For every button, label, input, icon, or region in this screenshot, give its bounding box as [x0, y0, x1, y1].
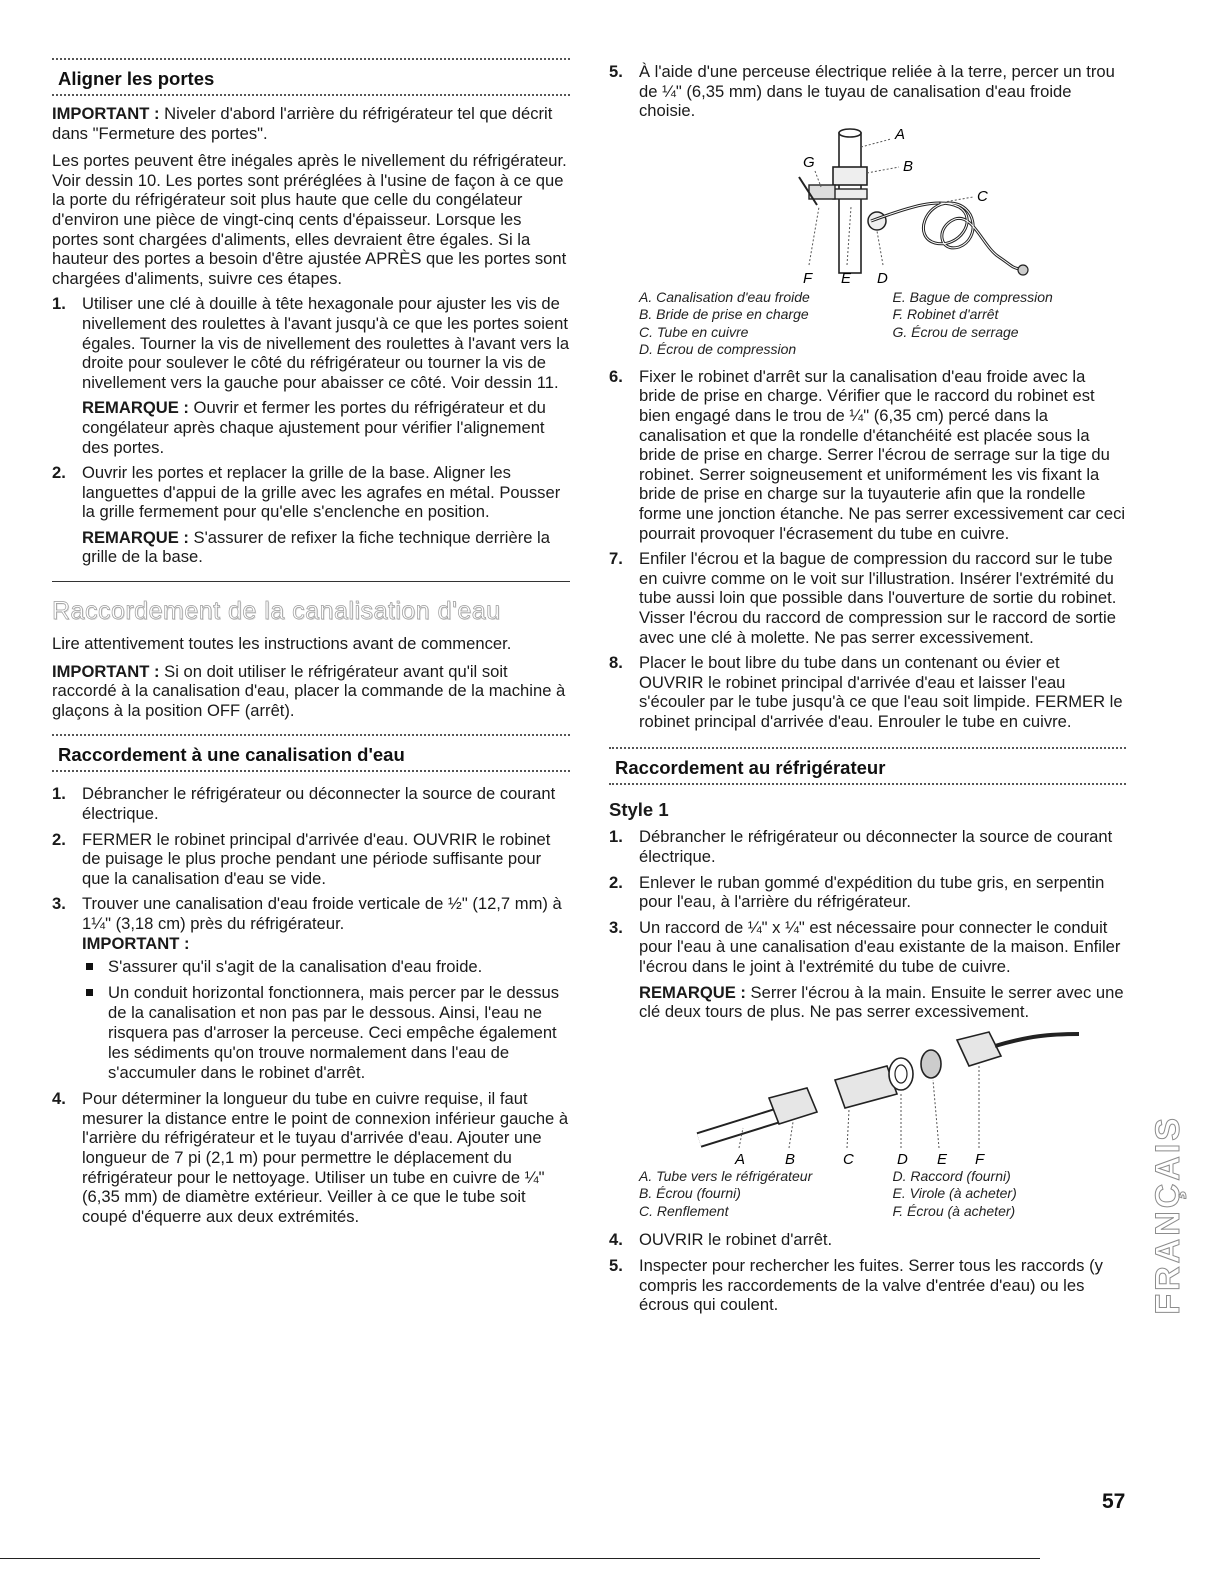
- fitting-illustration: [639, 1028, 1099, 1168]
- fridge-steps: [609, 827, 1126, 1021]
- left-column: [52, 58, 570, 1232]
- canal-steps: [52, 784, 570, 1226]
- list-item: 2. Enlever le ruban gommé d'expédition du tube gris, en serpentin pour l'eau, à l'arrière du réfrigérateur.: [609, 872, 1105, 912]
- footer-rule: [0, 1558, 1040, 1559]
- section-heading-canalisation: Raccordement à une canalisation d'eau: [58, 744, 405, 766]
- figure-shutoff-valve: [639, 127, 1126, 359]
- nut-shape: [769, 1088, 817, 1124]
- paragraph: Les portes peuvent être inégales après le nivellement du réfrigérateur. Voir dessin 10. Les portes sont préréglées à l'usine de façon à ce que la porte du réfrigérateur soit plus haute que celle du congélateur d'environ une pièce de vingt-cinq cents d'épaisseur. Lorsque les portes sont chargées d'aliments, elles devraient être égales. Si la hauteur des portes a besoin d'être ajustée APRÈS que les portes sont chargées d'aliments, suivre ces étapes.: [52, 151, 567, 288]
- shutoff-valve-illustration: [639, 127, 1119, 287]
- list-item: 7. Enfiler l'écrou et la bague de compression du raccord sur le tube en cuivre comme on le voit sur l'illustration. Insérer l'extrémité du tube aussi loin que possible dans l'ouverture de sortie du robinet. Visser l'écrou du raccord de compression sur le raccord de sortie avec une clé à molette. Ne pas serrer excessivement.: [609, 549, 1117, 647]
- label-b: B: [785, 1150, 796, 1168]
- language-tab-label: FRANÇAIS: [1148, 1115, 1187, 1315]
- bullet-square-icon: [86, 963, 93, 970]
- style-heading: Style 1: [609, 799, 669, 821]
- list-item: 5. À l'aide d'une perceuse électrique reliée à la terre, percer un trou de ¼" (6,35 mm) dans le tuyau de canalisation d'eau froide choisie.: [609, 62, 1115, 121]
- paragraph-important: IMPORTANT : Si on doit utiliser le réfrigérateur avant qu'il soit raccordé à la canalisation d'eau, placer la commande de la machine à glaçons à la position OFF (arrêt).: [52, 661, 566, 720]
- label-a: A: [735, 1150, 746, 1168]
- bullet-list: [82, 957, 570, 1083]
- list-item: 5. Inspecter pour rechercher les fuites. Serrer tous les raccords (y compris les raccordements de la valve d'entrée d'eau) ou les écrous qui coulent.: [609, 1255, 1103, 1315]
- page-number: 57: [1102, 1490, 1126, 1513]
- intro-paragraph: Lire attentivement toutes les instructions avant de commencer.: [52, 634, 512, 654]
- divider: [609, 783, 1126, 785]
- bullet-square-icon: [86, 989, 93, 996]
- label-c: C: [977, 187, 988, 205]
- clamp-shape: [833, 167, 867, 185]
- label-g: G: [803, 153, 815, 171]
- list-item: 1. Débrancher le réfrigérateur ou déconnecter la source de courant électrique.: [609, 827, 1113, 867]
- section-heading-aligner: Aligner les portes: [58, 68, 215, 89]
- section-rule: [52, 581, 570, 582]
- section-title-raccordement: Raccordement de la canalisation d'eau: [52, 597, 501, 626]
- label-e: E: [841, 269, 852, 287]
- section-heading-refrigerateur: Raccordement au réfrigérateur: [615, 757, 886, 779]
- fitting-shape: [835, 1066, 897, 1108]
- list-item: 4. Pour déterminer la longueur du tube en cuivre requise, il faut mesurer la distance entre le point de connexion inférieur gauche à l'arrière du réfrigérateur et le tuyau d'arrivée d'eau. Ajouter une longueur de 7 pi (2,1 m) pour permettre le déplacement du réfrigérateur pour le nettoyage. Utiliser un tube en cuivre de ¼" (6,35 mm) de diamètre extérieur. Veiller à ce que le tube soit coupé d'équerre aux deux extrémités.: [52, 1089, 569, 1226]
- label-a: A: [895, 126, 906, 143]
- ferrule-shape: [921, 1050, 941, 1078]
- nut-shape: [957, 1032, 1001, 1066]
- divider: [52, 94, 570, 96]
- list-item: 3. Trouver une canalisation d'eau froide verticale de ½" (12,7 mm) à 1¼" (3,18 cm) près du réfrigérateur. IMPORTANT : S'assurer qu'il s'agit de la canalisation d'eau froide. Un conduit horizontal fonctionnera, mais percer par le dessus de la canalisation et non pas par le dessous. Ainsi, l'eau ne risquera pas d'arroser la perceuse. Ceci empêche également les sédiments qu'on trouve normalement dans l'eau de s'accumuler dans le robinet d'arrêt.: [52, 894, 570, 1083]
- right-column: [609, 58, 1126, 1321]
- label-f: F: [803, 269, 813, 287]
- figure-legend: A. Tube vers le réfrigérateur D. Raccord (fourni) B. Écrou (fourni) E. Virole (à acheter) C. Renflement F. Écrou (à acheter): [639, 1167, 1017, 1219]
- list-item: 1. Utiliser une clé à douille à tête hexagonale pour ajuster les vis de nivellement des roulettes à l'avant jusqu'à ce que les portes soient égales. Tourner la vis de nivellement des roulettes à l'avant vers la droite pour soulever le côté du réfrigérateur ou tourner la vis de nivellement vers la gauche pour abaisser ce côté. Voir dessin 11. REMARQUE : Ouvrir et fermer les portes du réfrigérateur et du congélateur après chaque ajustement pour vérifier l'alignement des portes.: [52, 294, 570, 457]
- aligner-steps: [52, 294, 570, 567]
- label-f: F: [975, 1150, 985, 1168]
- bullet-item: S'assurer qu'il s'agit de la canalisation d'eau froide.: [82, 957, 570, 977]
- bullet-item: Un conduit horizontal fonctionnera, mais percer par le dessus de la canalisation et non pas par le dessous. Ainsi, l'eau ne risquera pas d'arroser la perceuse. Ceci empêche également les sédiments qu'on trouve normalement dans l'eau de s'accumuler dans le robinet d'arrêt.: [82, 983, 570, 1083]
- figure-fitting: [639, 1028, 1126, 1221]
- language-side-tab: [1150, 1090, 1186, 1340]
- label-e: E: [937, 1150, 948, 1168]
- list-item: 6. Fixer le robinet d'arrêt sur la canalisation d'eau froide avec la bride de prise en charge. Vérifier que le raccord du robinet est bien engagé dans le trou de ¼" (6,35 cm) percé dans la canalisation et que la rondelle d'étanchéité est placée sous la bride de prise en charge. Serrer l'écrou de serrage sur la tige du robinet. Serrer soigneusement et uniformément les vis fixant la bride de prise en charge sur la tuyauterie afin que la rondelle forme une jonction étanche. Ne pas serrer excessivement car ceci pourrait provoquer l'écrasement du tube en cuivre.: [609, 366, 1126, 543]
- list-item: 4. OUVRIR le robinet d'arrêt.: [609, 1230, 833, 1250]
- pipe-shape: [839, 133, 861, 273]
- list-item: 8. Placer le bout libre du tube dans un contenant ou évier et OUVRIR le robinet principal d'arrivée d'eau et laisser l'eau s'écouler par le tube jusqu'à ce que l'eau soit limpide. FERMER le robinet principal d'arrivée d'eau. Enrouler le tube en cuivre.: [609, 653, 1123, 731]
- label-c: C: [843, 1150, 854, 1168]
- list-item: 2. Ouvrir les portes et replacer la grille de la base. Aligner les languettes d'appui de la grille avec les agrafes en métal. Pousser la grille fermement pour qu'elle s'enclenche en position. REMARQUE : S'assurer de refixer la fiche technique derrière la grille de la base.: [52, 463, 561, 567]
- step-5: [609, 62, 1126, 121]
- label-b: B: [903, 157, 914, 175]
- label-d: D: [877, 269, 888, 287]
- label-d: D: [897, 1150, 908, 1168]
- fridge-steps-after: [609, 1230, 1126, 1314]
- figure-legend: A. Canalisation d'eau froide E. Bague de compression B. Bride de prise en charge F. Robinet d'arrêt C. Tube en cuivre G. Écrou de serrage D. Écrou de compression: [639, 288, 1053, 358]
- list-item: 3. Un raccord de ¼" x ¼" est nécessaire pour connecter le conduit pour l'eau à une canalisation d'eau existante de la maison. Enfiler l'écrou dans le joint à l'extrémité du tube de cuivre. REMARQUE : Serrer l'écrou à la main. Ensuite le serrer avec une clé deux tours de plus. Ne pas serrer excessivement.: [609, 917, 1124, 1022]
- list-item: 2. FERMER le robinet principal d'arrivée d'eau. OUVRIR le robinet de puisage le plus proche pendant une période suffisante pour que la canalisation d'eau se vide.: [52, 829, 551, 888]
- paragraph-important: IMPORTANT : Niveler d'abord l'arrière du réfrigérateur tel que décrit dans "Fermeture des portes".: [52, 104, 553, 143]
- steps-6-8: [609, 367, 1126, 732]
- list-item: 1. Débrancher le réfrigérateur ou déconnecter la source de courant électrique.: [52, 784, 556, 824]
- divider: [52, 770, 570, 772]
